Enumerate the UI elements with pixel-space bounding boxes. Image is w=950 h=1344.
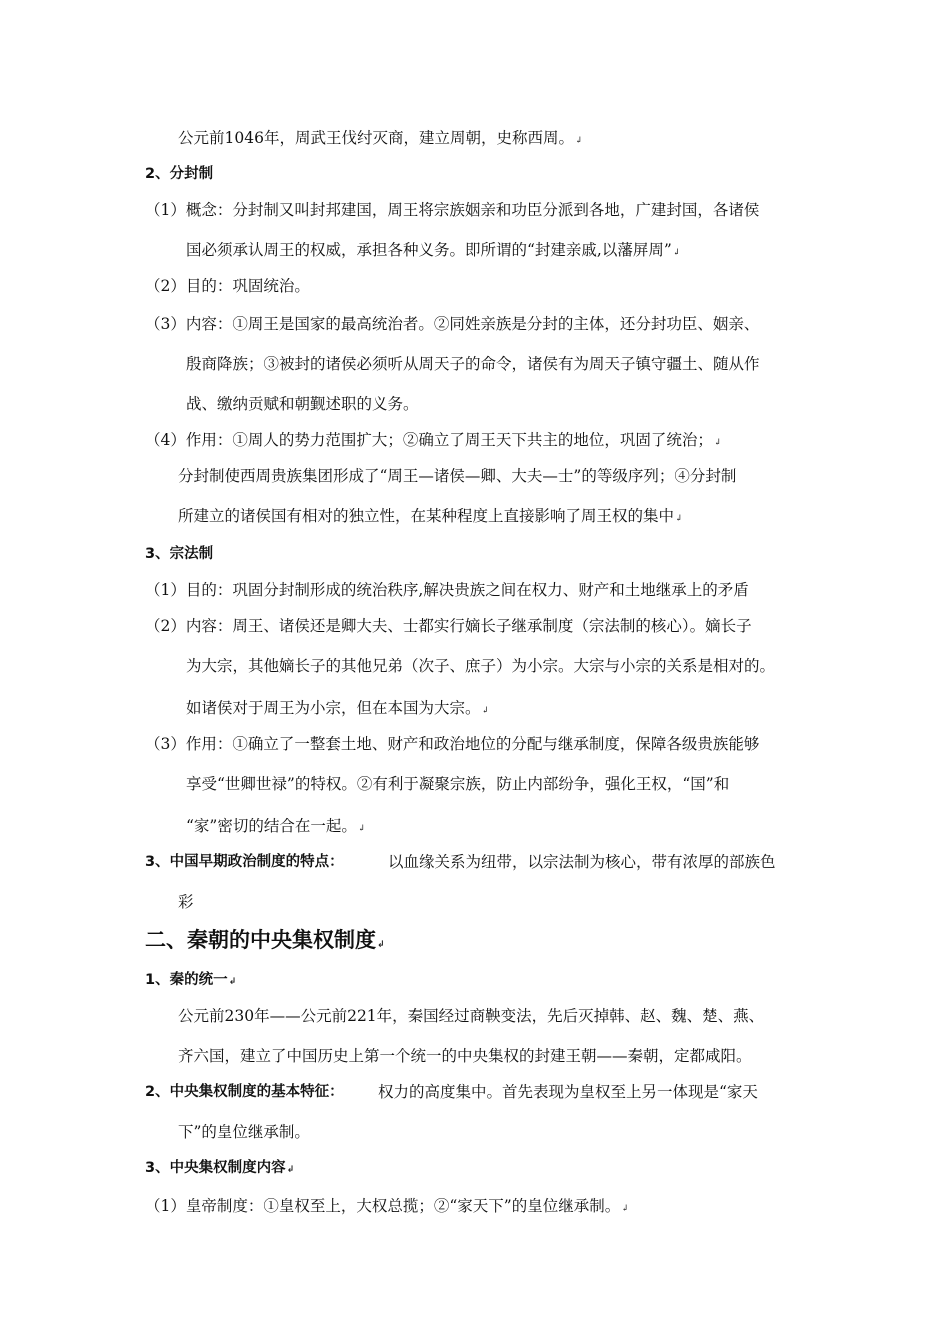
text-line: 以血缘关系为纽带，以宗法制为核心，带有浓厚的部族色: [388, 853, 776, 871]
paragraph-mark-icon: ↲: [621, 1204, 629, 1214]
section-heading: 2、中央集权制度的基本特征：: [145, 1084, 344, 1100]
text-line: （1）目的：巩固分封制形成的统治秩序,解决贵族之间在权力、财产和土地继承上的矛盾: [145, 581, 749, 599]
paragraph-mark-icon: ↲: [672, 248, 681, 258]
paragraph-mark-icon: ↲: [675, 514, 683, 524]
section-heading: 3、宗法制: [145, 546, 214, 562]
text-line: 公元前1046年，周武王伐纣灭商，建立周朝，史称西周。↲: [178, 129, 583, 147]
text-line: （3）作用：①确立了一整套土地、财产和政治地位的分配与继承制度，保障各级贵族能够: [145, 735, 760, 753]
text-line: （3）内容：①周王是国家的最高统治者。②同姓亲族是分封的主体，还分封功臣、姻亲、: [145, 315, 760, 333]
text-line: 权力的高度集中。首先表现为皇权至上另一体现是“家天: [378, 1083, 758, 1101]
paragraph-mark-icon: ↲: [228, 977, 237, 987]
text-line: 彩: [178, 893, 194, 911]
paragraph-mark-icon: ↲: [357, 824, 366, 834]
text-line: 如诸侯对于周王为小宗，但在本国为大宗。↲: [186, 699, 490, 717]
text-line: （1）概念：分封制又叫封邦建国，周王将宗族姻亲和功臣分派到各地，广建封国，各诸侯: [145, 201, 760, 219]
paragraph-mark-icon: ↲: [377, 940, 385, 950]
text-line: （4）作用：①周人的势力范围扩大；②确立了周王天下共主的地位，巩固了统治；↲: [145, 431, 722, 449]
paragraph-mark-icon: ↲: [713, 438, 722, 448]
section-heading: 3、中国早期政治制度的特点：: [145, 854, 344, 870]
text-line: （2）内容：周王、诸侯还是卿大夫、士都实行嫡长子继承制度（宗法制的核心）。嫡长子: [145, 617, 752, 635]
text-line: （2）目的：巩固统治。: [145, 277, 310, 295]
text-line: （1）皇帝制度：①皇权至上，大权总揽；②“家天下”的皇位继承制。↲: [145, 1197, 629, 1215]
text-line: “家”密切的结合在一起。↲: [186, 817, 366, 835]
text-line: 分封制使西周贵族集团形成了“周王—诸侯—卿、大夫—士”的等级序列；④分封制: [178, 467, 737, 485]
text-line: 战、缴纳贡赋和朝觐述职的义务。: [186, 395, 419, 413]
paragraph-mark-icon: ↲: [481, 706, 490, 716]
chapter-heading: 二、秦朝的中央集权制度↲: [145, 928, 385, 952]
section-heading: 1、秦的统一↲: [145, 972, 237, 988]
paragraph-mark-icon: ↲: [574, 136, 583, 146]
text-line: 齐六国，建立了中国历史上第一个统一的中央集权的封建王朝——秦朝，定都咸阳。: [178, 1047, 752, 1065]
text-line: 国必须承认周王的权威，承担各种义务。即所谓的“封建亲戚,以藩屏周”↲: [186, 241, 681, 259]
text-line: 殷商降族；③被封的诸侯必须听从周天子的命令，诸侯有为周天子镇守疆土、随从作: [186, 355, 760, 373]
text-line: 下”的皇位继承制。: [178, 1123, 310, 1141]
section-heading: 3、中央集权制度内容↲: [145, 1160, 295, 1176]
text-line: 为大宗，其他嫡长子的其他兄弟（次子、庶子）为小宗。大宗与小宗的关系是相对的。: [186, 657, 776, 675]
text-line: 享受“世卿世禄”的特权。②有利于凝聚宗族，防止内部纷争，强化王权，“国”和: [186, 775, 730, 793]
text-line: 公元前230年——公元前221年，秦国经过商鞅变法，先后灭掉韩、赵、魏、楚、燕、: [178, 1007, 765, 1025]
paragraph-mark-icon: ↲: [286, 1165, 295, 1175]
section-heading: 2、分封制: [145, 166, 214, 182]
text-line: 所建立的诸侯国有相对的独立性，在某种程度上直接影响了周王权的集中↲: [178, 507, 683, 525]
